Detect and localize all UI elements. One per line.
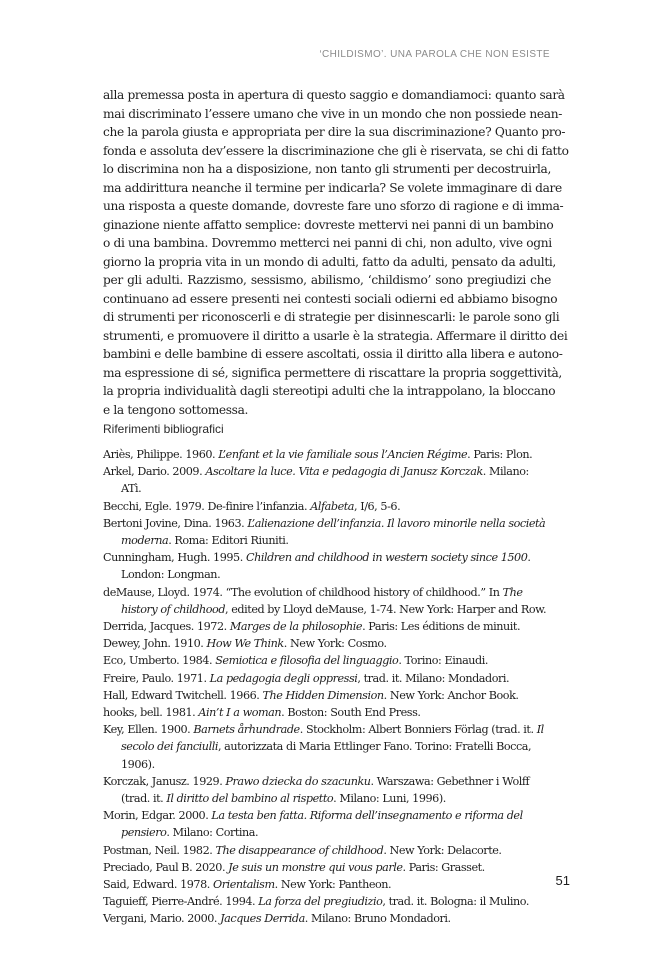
paragraph-line: per gli adulti. Razzismo, sessismo, abilismo, ‘childismo’ sono pregiudizi che: [103, 273, 551, 287]
paragraph-line: giorno la propria vita in un mondo di adulti, fatto da adulti, pensato da adulti,: [103, 254, 556, 269]
paragraph-line: o di una bambina. Dovremmo metterci nei panni di chi, non adulto, vive ogni: [103, 236, 552, 250]
reference-entry: Taguieff, Pierre-André. 1994. La forza del pregiudizio, trad. it. Bologna: il Mulino.: [103, 895, 530, 909]
paragraph-line: lo discrimina non ha a disposizione, non tanto gli strumenti per decostruirla,: [103, 162, 551, 176]
reference-entry: deMause, Lloyd. 1974. “The evolution of childhood history of childhood.” In The history of childhood, edited by Lloyd deMause, 1-74. New York: Harper and Row.: [103, 585, 547, 616]
paragraph-line: continuano ad essere presenti nei contesti sociali odierni ed abbiamo bisogno: [103, 291, 558, 306]
paragraph-line: la propria individualità dagli stereotipi adulti che la intrappolano, la bloccano: [103, 384, 556, 398]
paragraph-line: alla premessa posta in apertura di questo saggio e domandiamoci: quanto sarà: [103, 88, 565, 102]
paragraph-line: che la parola giusta e appropriata per dire la sua discriminazione? Quanto pro-: [103, 125, 566, 139]
running-head: ‘CHILDISMO’. UNA PAROLA CHE NON ESISTE: [319, 49, 550, 60]
paragraph-line: ma espressione di sé, significa permettere di riscattare la propria soggettività,: [103, 365, 562, 380]
reference-entry: Preciado, Paul B. 2020. Je suis un monstre qui vous parle. Paris: Grasset.: [103, 860, 485, 874]
references-list: [103, 446, 551, 928]
reference-entry: Bertoni Jovine, Dina. 1963. L’alienazione dell’infanzia. Il lavoro minorile nella società moderna. Roma: Editori Riuniti.: [103, 516, 546, 548]
paragraph-line: mai discriminato l’essere umano che vive in un mondo che non possiede nean-: [103, 106, 562, 121]
paragraph-line: e la tengono sottomessa.: [103, 402, 249, 417]
reference-entry: Eco, Umberto. 1984. Semiotica e filosofia del linguaggio. Torino: Einaudi.: [103, 654, 488, 668]
reference-entry: Vergani, Mario. 2000. Jacques Derrida. Milano: Bruno Mondadori.: [103, 912, 451, 926]
paragraph-line: fonda e assoluta dev’essere la discriminazione che gli è riservata, se chi di fatto: [103, 143, 569, 158]
reference-entry: Hall, Edward Twitchell. 1966. The Hidden Dimension. New York: Anchor Book.: [103, 688, 519, 702]
paragraph-line: bambini e delle bambine di essere ascoltati, ossia il diritto alla libera e autono-: [103, 347, 563, 361]
reference-entry: Dewey, John. 1910. How We Think. New York: Cosmo.: [103, 637, 387, 651]
reference-entry: Morin, Edgar. 2000. La testa ben fatta. Riforma dell’insegnamento e riforma del pensiero. Milano: Cortina.: [103, 809, 523, 840]
page-number: 51: [555, 873, 570, 888]
references-heading: Riferimenti bibliografici: [103, 422, 224, 436]
reference-entry: Freire, Paulo. 1971. La pedagogia degli oppressi, trad. it. Milano: Mondadori.: [103, 671, 510, 685]
paragraph-line: di strumenti per riconoscerli e di strategie per disinnescarli: le parole sono gli: [103, 310, 560, 324]
reference-entry: Said, Edward. 1978. Orientalism. New York: Pantheon.: [103, 878, 392, 892]
paragraph-line: ma addirittura neanche il termine per indicarla? Se volete immaginare di dare: [103, 180, 562, 195]
reference-entry: Cunningham, Hugh. 1995. Children and childhood in western society since 1500. London: Longman.: [103, 551, 531, 582]
reference-entry: Korczak, Janusz. 1929. Prawo dziecka do szacunku. Warszawa: Gebethner i Wolff (trad. it. Il diritto del bambino al rispetto. Milano: Luni, 1996).: [103, 774, 530, 806]
paragraph-line: ginazione niente affatto semplice: dovreste mettervi nei panni di un bambino: [103, 217, 554, 232]
reference-entry: Key, Ellen. 1900. Barnets århundrade. Stockholm: Albert Bonniers Förlag (trad. it. Il secolo dei fanciulli, autorizzata di Maria Ettlinger Fano. Torino: Fratelli Bocca, 1906).: [103, 723, 544, 771]
body-paragraph: [103, 86, 569, 419]
reference-entry: Arkel, Dario. 2009. Ascoltare la luce. Vita e pedagogia di Janusz Korczak. Milano: ATì.: [103, 465, 529, 496]
reference-entry: Ariès, Philippe. 1960. L’enfant et la vie familiale sous l’Ancien Régime. Paris: Plon.: [103, 448, 533, 461]
reference-entry: hooks, bell. 1981. Ain’t I a woman. Boston: South End Press.: [103, 706, 421, 720]
paragraph-line: strumenti, e promuovere il diritto a usarle è la strategia. Affermare il diritto dei: [103, 328, 568, 343]
paragraph-line: una risposta a queste domande, dovreste fare uno sforzo di ragione e di imma-: [103, 199, 564, 213]
reference-entry: Derrida, Jacques. 1972. Marges de la philosophie. Paris: Les éditions de minuit.: [103, 620, 521, 634]
reference-entry: Postman, Neil. 1982. The disappearance of childhood. New York: Delacorte.: [103, 843, 502, 857]
reference-entry: Becchi, Egle. 1979. De-finire l’infanzia. Alfabeta, I/6, 5-6.: [103, 499, 401, 513]
